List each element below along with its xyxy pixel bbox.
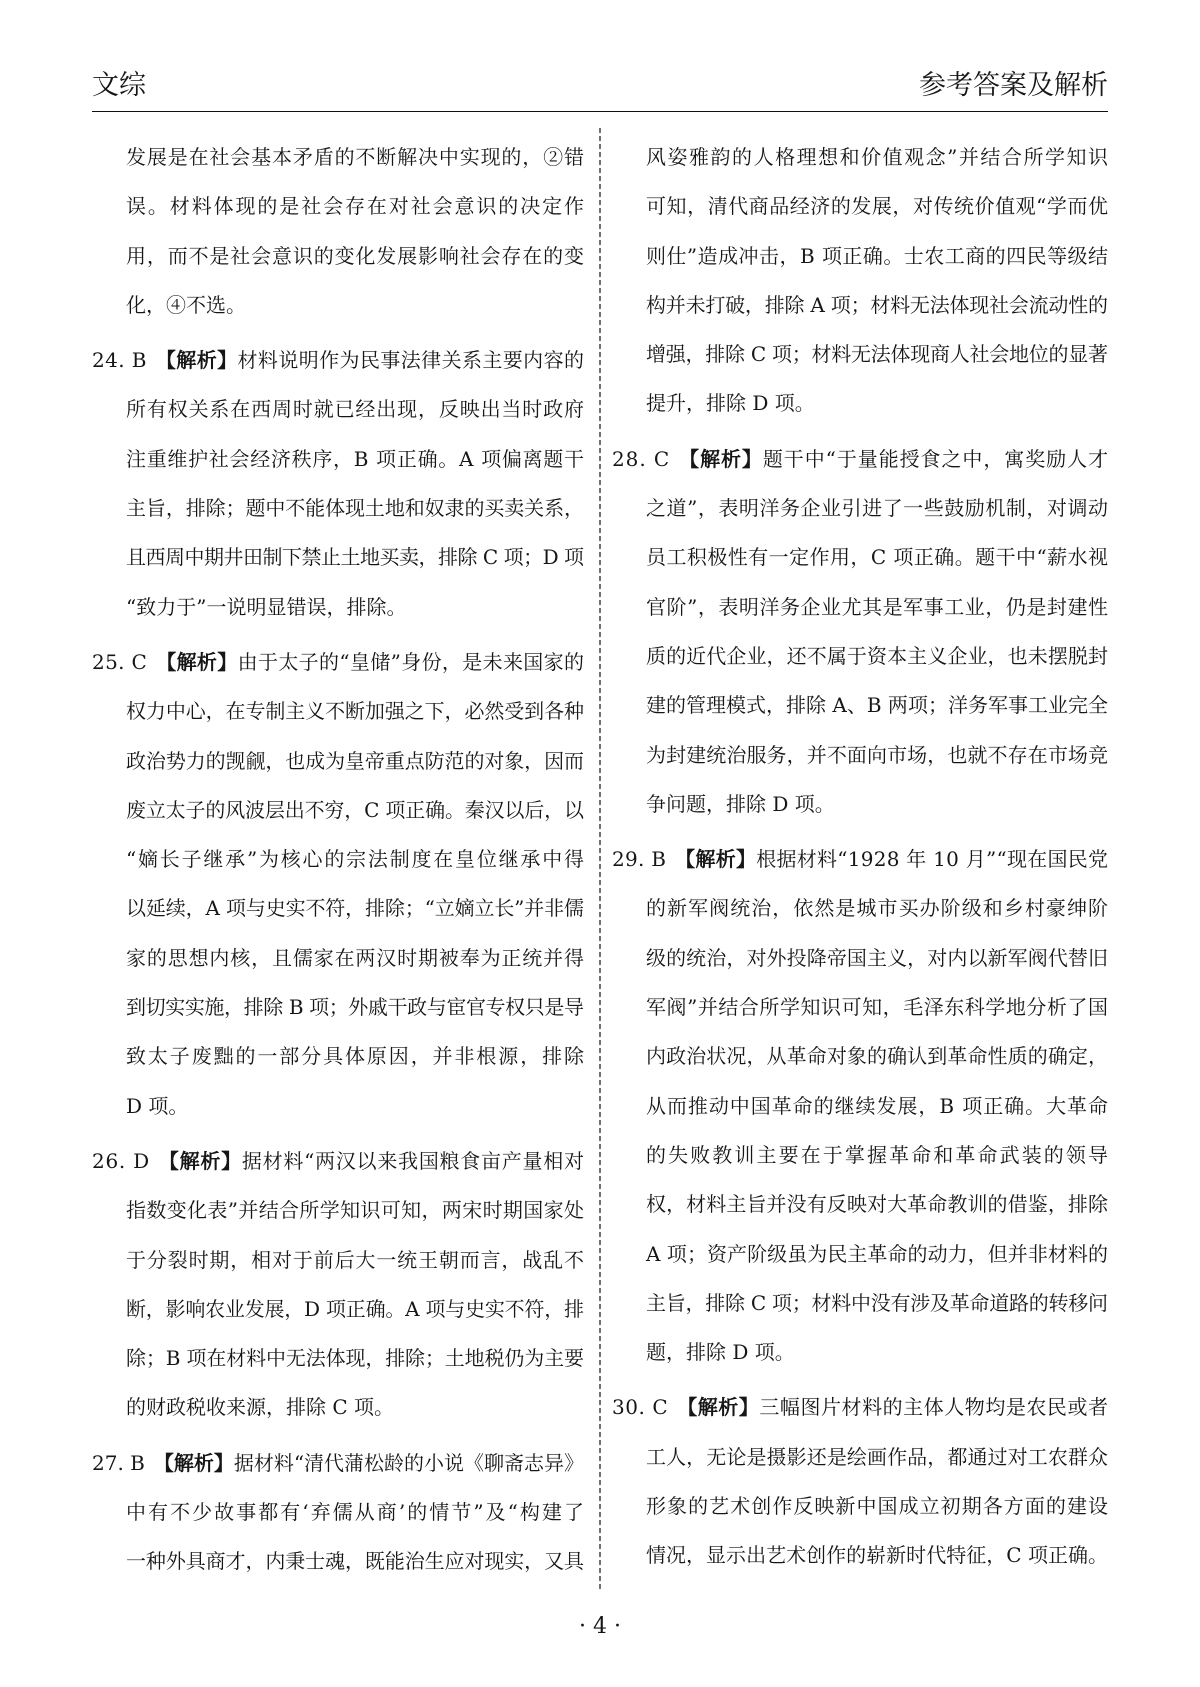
answer-number: 29. B (612, 847, 667, 872)
column-divider (598, 128, 602, 1592)
text-line: 一种外具商才，内秉士魂，既能治生应对现实，又具 (126, 1549, 584, 1574)
text-line: 注重维护社会经济秩序，B 项正确。A 项偏离题干 (126, 446, 585, 471)
answer-number: 28. C (612, 446, 671, 471)
text-line: 提升，排除 D 项。 (646, 391, 815, 416)
page-header (92, 66, 1108, 106)
text-line: 以延续，A 项与史实不符，排除；“立嫡立长”并非儒 (126, 896, 584, 921)
answer-item-27 (92, 1439, 587, 1587)
text-line: 建的管理模式，排除 A、B 两项；洋务军事工业完全 (646, 693, 1109, 718)
answer-number: 27. B (92, 1450, 145, 1475)
line-text: 据材料“两汉以来我国粮食亩产量相对 (241, 1148, 585, 1173)
text-line: A 项；资产阶级虽为民主革命的动力，但并非材料的 (646, 1241, 1109, 1266)
header-title: 参考答案及解析 (919, 70, 1108, 101)
answer-number: 24. B (92, 348, 147, 373)
analysis-tag: 【解析】 (677, 1395, 760, 1420)
line-text: 据材料“清代蒲松龄的小说《聊斋志异》 (233, 1450, 584, 1475)
text-line: 质的近代企业，还不属于资本主义企业，也未摆脱封 (646, 643, 1109, 668)
text-line: D 项。 (126, 1093, 189, 1118)
answer-number: 25. C (92, 649, 148, 674)
answer-item-25 (92, 638, 584, 1131)
text-line: 官阶”，表明洋务企业尤其是军事工业，仍是封建性 (646, 594, 1109, 619)
line-text: 根据材料“1928 年 10 月”“现在国民党 (756, 847, 1109, 872)
text-line: 工人，无论是摄影还是绘画作品，都通过对工农群众 (646, 1444, 1109, 1469)
text-line: 情况，显示出艺术创作的崭新时代特征，C 项正确。 (646, 1543, 1109, 1568)
text-line: 指数变化表”并结合所学知识可知，两宋时期国家处 (126, 1198, 585, 1223)
answer-continuation (612, 133, 1108, 429)
text-line: 用，而不是社会意识的变化发展影响社会存在的变 (126, 243, 585, 268)
text-line: 争问题，排除 D 项。 (646, 791, 835, 816)
text-line: 所有权关系在西周时就已经出现，反映出当时政府 (126, 397, 585, 422)
text-line: 风姿雅韵的人格理想和价值观念”并结合所学知识 (646, 145, 1110, 169)
text-line: 从而推动中国革命的继续发展，B 项正确。大革命 (646, 1093, 1109, 1118)
line-text: 三幅图片材料的主体人物均是农民或者 (759, 1395, 1109, 1420)
answer-item-26 (92, 1137, 584, 1433)
text-line: 化，④不选。 (126, 292, 246, 317)
page-number: · 4 · (579, 1614, 621, 1639)
text-line: 政治势力的觊觎，也成为皇帝重点防范的对象，因而 (126, 748, 584, 773)
text-line: 员工积极性有一定作用，C 项正确。题干中“薪水视 (646, 545, 1109, 570)
answer-item-28 (612, 435, 1108, 829)
text-line: 权，材料主旨并没有反映对大革命教训的借鉴，排除 (646, 1192, 1109, 1217)
text-line: 构并未打破，排除 A 项；材料无法体现社会流动性的 (646, 292, 1108, 317)
text-line (92, 1137, 584, 1186)
text-line: “嫡长子继承”为核心的宗法制度在皇位继承中得 (126, 847, 586, 872)
text-line: 的新军阀统治，依然是城市买办阶级和乡村豪绅阶 (646, 896, 1110, 921)
text-line: 于分裂时期，相对于前后大一统王朝而言，战乱不 (126, 1247, 585, 1272)
answer-number: 26. D (92, 1148, 150, 1173)
text-line: 军阀”并结合所学知识可知，毛泽东科学地分析了国 (646, 995, 1109, 1020)
text-line: 误。材料体现的是社会存在对社会意识的决定作 (126, 194, 586, 219)
right-column (612, 133, 1111, 1581)
text-line: 的财政税收来源，排除 C 项。 (126, 1395, 395, 1420)
analysis-tag: 【解析】 (679, 446, 763, 471)
text-line: 发展是在社会基本矛盾的不断解决中实现的，②错 (126, 145, 585, 169)
text-line: 可知，清代商品经济的发展，对传统价值观“学而优 (646, 194, 1109, 219)
text-line: 致太子废黜的一部分具体原因，并非根源，排除 (126, 1044, 586, 1069)
answer-number: 30. C (612, 1395, 669, 1420)
text-line: 题，排除 D 项。 (646, 1340, 795, 1365)
text-line (612, 1383, 1108, 1432)
text-line: 则仕”造成冲击，B 项正确。士农工商的四民等级结 (646, 243, 1109, 268)
answer-item-29 (612, 835, 1111, 1377)
text-line: 除；B 项在材料中无法体现，排除；土地税仍为主要 (126, 1346, 584, 1371)
analysis-tag: 【解析】 (675, 847, 757, 872)
text-line (612, 435, 1108, 484)
answer-item-24 (92, 336, 584, 632)
line-text: 由于太子的“皇储”身份，是未来国家的 (237, 649, 585, 674)
line-text: 材料说明作为民事法律关系主要内容的 (237, 348, 585, 373)
text-line: 的失败教训主要在于掌握革命和革命武装的领导 (646, 1142, 1111, 1167)
text-line: 废立太子的风波层出不穷，C 项正确。秦汉以后，以 (126, 797, 584, 822)
text-line: 权力中心，在专制主义不断加强之下，必然受到各种 (126, 699, 584, 724)
analysis-tag: 【解析】 (155, 348, 238, 373)
text-line (92, 336, 584, 385)
analysis-tag: 【解析】 (153, 1450, 234, 1475)
analysis-tag: 【解析】 (158, 1148, 242, 1173)
text-line: 且西周中期井田制下禁止土地买卖，排除 C 项；D 项 (126, 545, 584, 570)
text-line: 家的思想内核，且儒家在两汉时期被奉为正统并得 (126, 945, 585, 970)
left-column (92, 133, 587, 1587)
text-line (92, 1439, 584, 1488)
text-line: 中有不少故事都有‘弃儒从商’的情节”及“构建了 (126, 1500, 587, 1525)
header-subject: 文综 (92, 70, 146, 101)
text-line: 增强，排除 C 项；材料无法体现商人社会地位的显著 (646, 342, 1108, 367)
text-line (92, 638, 584, 687)
text-line: 形象的艺术创作反映新中国成立初期各方面的建设 (646, 1494, 1110, 1519)
header-rule (92, 111, 1108, 112)
answer-item-30 (612, 1383, 1108, 1580)
answer-continuation (92, 133, 584, 330)
text-line: 级的统治，对外投降帝国主义，对内以新军阀代替旧 (646, 945, 1109, 970)
text-line (612, 835, 1108, 884)
text-line: 断，影响农业发展，D 项正确。A 项与史实不符，排 (126, 1296, 584, 1321)
text-line: “致力于”一说明显错误，排除。 (126, 594, 407, 619)
text-line: 主旨，排除 C 项；材料中没有涉及革命道路的转移问 (646, 1290, 1108, 1315)
text-line: 之道”，表明洋务企业引进了一些鼓励机制，对调动 (646, 496, 1109, 521)
analysis-tag: 【解析】 (156, 649, 238, 674)
text-line: 为封建统治服务，并不面向市场，也就不存在市场竞 (646, 742, 1109, 767)
text-line: 主旨，排除；题中不能体现土地和奴隶的买卖关系， (126, 496, 584, 521)
text-line: 内政治状况，从革命对象的确认到革命性质的确定， (646, 1044, 1109, 1069)
line-text: 题干中“于量能授食之中，寓奖励人才 (762, 446, 1109, 471)
text-line: 到切实实施，排除 B 项；外戚干政与宦官专权只是导 (126, 995, 584, 1020)
